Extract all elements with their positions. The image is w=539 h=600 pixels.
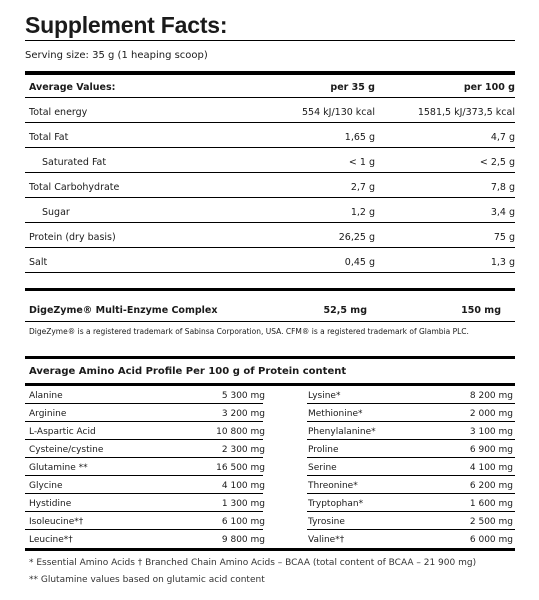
header-per-35g: per 35 g xyxy=(330,82,375,93)
amino-acid-value: 3 200 mg xyxy=(221,409,265,419)
amino-acid-name: Alanine xyxy=(29,391,63,401)
nutrient-per-35g: 1,2 g xyxy=(350,207,375,218)
amino-acid-value: 2 000 mg xyxy=(469,409,513,419)
amino-acid-value: 16 500 mg xyxy=(216,463,265,473)
nutrient-name: Salt xyxy=(29,257,48,268)
amino-acid-value: 1 600 mg xyxy=(469,499,513,509)
amino-acid-value: 9 800 mg xyxy=(221,535,265,545)
amino-acid-value: 1 300 mg xyxy=(221,499,265,509)
amino-acid-value: 6 100 mg xyxy=(221,517,265,527)
amino-acid-value: 4 100 mg xyxy=(469,463,513,473)
nutrient-per-35g: 554 kJ/130 kcal xyxy=(302,107,375,118)
amino-acid-name: Tryptophan* xyxy=(308,499,364,509)
nutrient-name: Sugar xyxy=(42,207,70,218)
panel-title: Supplement Facts: xyxy=(25,12,228,38)
amino-row xyxy=(25,530,515,548)
nutrient-per-100g: < 2,5 g xyxy=(479,157,515,168)
nutrient-name: Total energy xyxy=(29,107,88,118)
amino-row xyxy=(25,476,515,494)
amino-acid-value: 2 500 mg xyxy=(469,517,513,527)
serving-size: Serving size: 35 g (1 heaping scoop) xyxy=(25,50,208,61)
nutrition-row xyxy=(25,98,515,123)
digezyme-per-100g: 150 mg xyxy=(461,305,501,316)
nutrient-name: Protein (dry basis) xyxy=(29,232,116,243)
nutrition-row xyxy=(25,148,515,173)
nutrient-name: Saturated Fat xyxy=(42,157,107,168)
nutrient-per-35g: 2,7 g xyxy=(350,182,375,193)
amino-acid-name: Threonine* xyxy=(308,481,358,491)
amino-acid-name: Glutamine ** xyxy=(29,463,88,473)
nutrient-per-100g: 4,7 g xyxy=(490,132,515,143)
digezyme-per-35g: 52,5 mg xyxy=(323,305,367,316)
footnote-essential: * Essential Amino Acids † Branched Chain Amino Acids – BCAA (total content of BCAA – 21 900 mg) xyxy=(29,558,477,568)
amino-row xyxy=(25,404,515,422)
amino-acid-name: Phenylalanine* xyxy=(308,427,376,437)
amino-acid-value: 4 100 mg xyxy=(221,481,265,491)
amino-acid-value: 5 300 mg xyxy=(221,391,265,401)
amino-acid-name: Hystidine xyxy=(29,499,72,509)
nutrient-per-100g: 1581,5 kJ/373,5 kcal xyxy=(417,107,515,118)
amino-acid-name: Lysine* xyxy=(308,391,341,401)
nutrition-header-row xyxy=(25,75,515,98)
amino-row xyxy=(25,440,515,458)
nutrient-per-35g: 0,45 g xyxy=(344,257,375,268)
supplement-facts-panel xyxy=(25,12,515,589)
nutrition-row xyxy=(25,198,515,223)
amino-acid-name: Isoleucine*† xyxy=(29,517,84,527)
amino-acid-value: 6 900 mg xyxy=(469,445,513,455)
amino-acid-name: Serine xyxy=(308,463,337,473)
nutrient-per-100g: 3,4 g xyxy=(490,207,515,218)
nutrient-name: Total Fat xyxy=(29,132,69,143)
amino-acid-name: Proline xyxy=(308,445,339,455)
nutrient-per-100g: 75 g xyxy=(493,232,515,243)
header-average-values: Average Values: xyxy=(29,82,116,93)
nutrition-rows xyxy=(25,98,515,273)
trademark-note: DigeZyme® is a registered trademark of Sabinsa Corporation, USA. CFM® is a registered trademark of Glambia PLC. xyxy=(29,327,469,336)
amino-acid-name: Cysteine/cystine xyxy=(29,445,104,455)
amino-acid-value: 2 300 mg xyxy=(221,445,265,455)
amino-acid-value: 10 800 mg xyxy=(216,427,265,437)
digezyme-name: DigeZyme® Multi-Enzyme Complex xyxy=(29,305,218,316)
amino-acid-name: Methionine* xyxy=(308,409,363,419)
amino-bottom-divider xyxy=(25,548,515,551)
amino-acid-name: Valine*† xyxy=(308,535,345,545)
nutrition-row xyxy=(25,123,515,148)
amino-acid-name: Tyrosine xyxy=(308,517,345,527)
amino-row xyxy=(25,494,515,512)
amino-row xyxy=(25,458,515,476)
nutrient-per-100g: 1,3 g xyxy=(490,257,515,268)
amino-acid-table xyxy=(25,386,515,548)
amino-acid-name: Leucine*† xyxy=(29,535,73,545)
amino-acid-name: Glycine xyxy=(29,481,63,491)
header-per-100g: per 100 g xyxy=(463,82,515,93)
amino-row xyxy=(25,386,515,404)
footnote-glutamine: ** Glutamine values based on glutamic acid content xyxy=(29,575,265,585)
amino-row xyxy=(25,512,515,530)
amino-acid-value: 6 000 mg xyxy=(469,535,513,545)
nutrition-row xyxy=(25,248,515,273)
amino-acid-name: Arginine xyxy=(29,409,67,419)
nutrient-name: Total Carbohydrate xyxy=(29,182,120,193)
nutrient-per-100g: 7,8 g xyxy=(490,182,515,193)
amino-profile-title: Average Amino Acid Profile Per 100 g of Protein content xyxy=(29,366,347,377)
digezyme-row xyxy=(25,291,515,321)
amino-acid-value: 6 200 mg xyxy=(469,481,513,491)
amino-row xyxy=(25,422,515,440)
nutrition-row xyxy=(25,223,515,248)
amino-acid-name: L-Aspartic Acid xyxy=(29,427,96,437)
amino-acid-value: 3 100 mg xyxy=(469,427,513,437)
amino-acid-value: 8 200 mg xyxy=(469,391,513,401)
nutrient-per-35g: < 1 g xyxy=(348,157,375,168)
nutrition-row xyxy=(25,173,515,198)
nutrient-per-35g: 26,25 g xyxy=(338,232,375,243)
nutrient-per-35g: 1,65 g xyxy=(344,132,375,143)
